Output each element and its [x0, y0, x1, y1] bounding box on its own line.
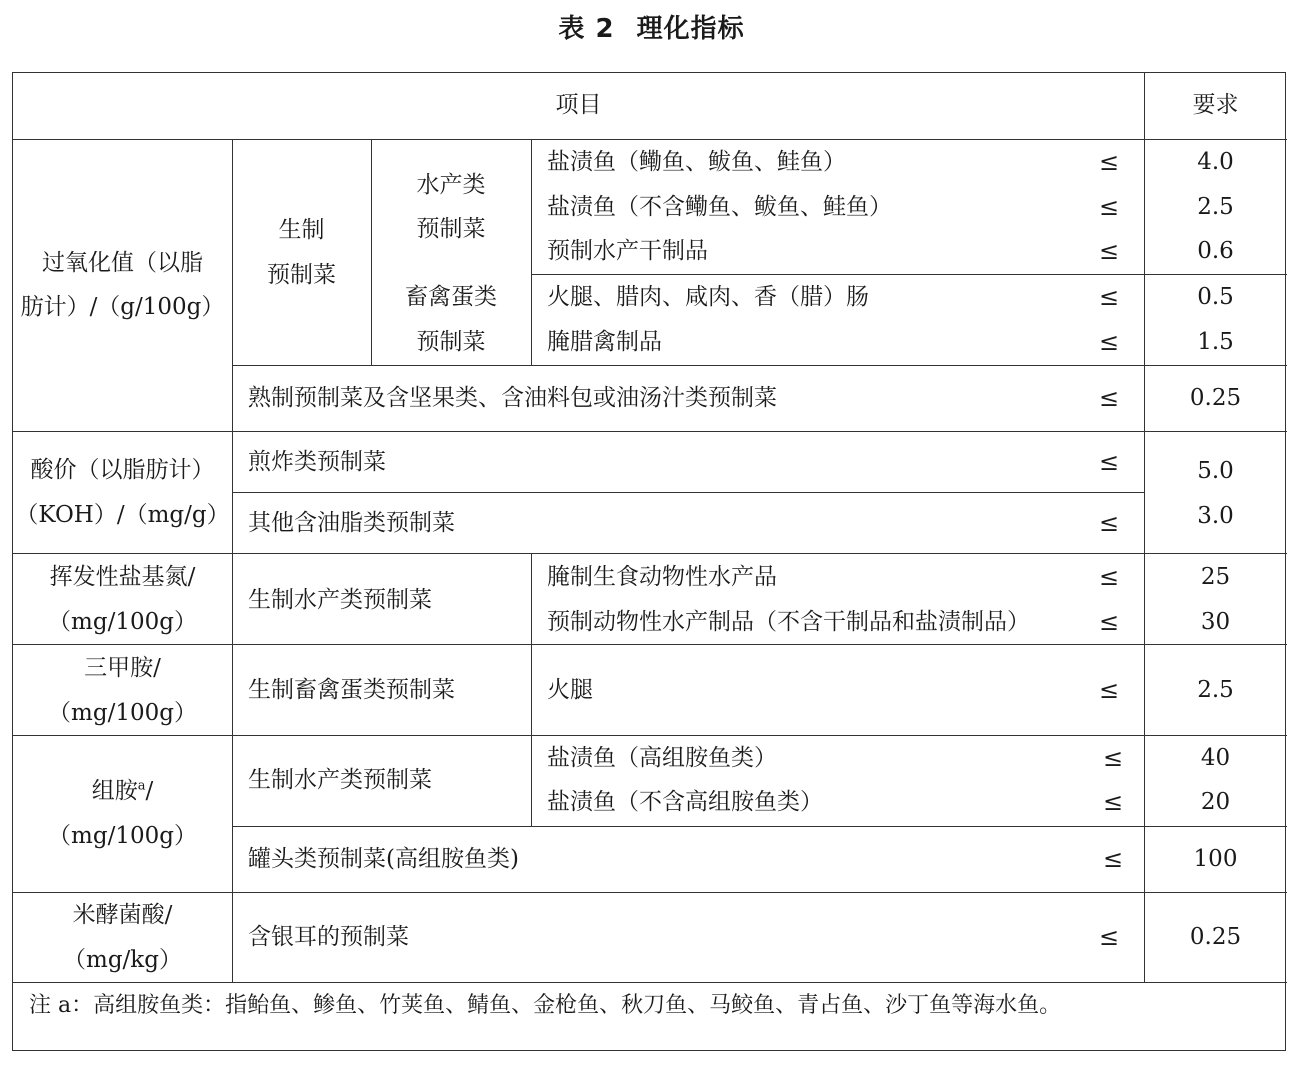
footnote-marker: a [137, 778, 146, 794]
tma-unit: （mg/100g） [48, 700, 197, 726]
header-requirement: 要求 [1192, 92, 1239, 118]
row-line [13, 553, 1287, 554]
le-symbol: ≤ [1103, 788, 1124, 816]
acid-name: 酸价（以脂肪计） [30, 457, 215, 483]
row-label: 煎炸类预制菜 [248, 449, 386, 475]
row-label: 盐渍鱼（高组胺鱼类） [547, 745, 777, 771]
row-label: 熟制预制菜及含坚果类、含油料包或油汤汁类预制菜 [248, 385, 777, 411]
aquatic-label-2: 预制菜 [416, 216, 486, 242]
le-symbol: ≤ [1103, 845, 1124, 873]
row-value: 0.6 [1197, 238, 1234, 264]
row-label: 预制水产干制品 [547, 238, 708, 264]
row-value: 4.0 [1197, 149, 1234, 175]
row-value: 20 [1200, 789, 1231, 815]
row-label: 盐渍鱼（不含鳓鱼、鲅鱼、鲑鱼） [547, 194, 892, 220]
row-label: 罐头类预制菜(高组胺鱼类) [248, 846, 519, 872]
row-label: 腌腊禽制品 [547, 329, 662, 355]
row-value: 30 [1200, 609, 1231, 635]
tvbn-name: 挥发性盐基氮/ [49, 564, 196, 590]
row-value: 100 [1193, 846, 1238, 872]
row-value: 0.25 [1189, 385, 1242, 411]
row-label: 预制动物性水产制品（不含干制品和盐渍制品） [547, 609, 1030, 635]
row-label: 火腿 [547, 677, 593, 703]
peroxide-name: 过氧化值（以脂 [42, 250, 203, 276]
physicochemical-table [12, 72, 1286, 1051]
histamine-category: 生制水产类预制菜 [248, 767, 432, 793]
bongkrekic-unit: （mg/kg） [63, 947, 182, 973]
histamine-label: 组胺 [91, 778, 138, 804]
le-symbol: ≤ [1099, 328, 1120, 356]
row-line [232, 365, 1287, 366]
le-symbol: ≤ [1099, 509, 1120, 537]
table-caption: 理化指标 [636, 14, 745, 44]
row-label: 盐渍鱼（不含高组胺鱼类） [547, 789, 823, 815]
col-line [531, 553, 532, 826]
row-label: 火腿、腊肉、咸肉、香（腊）肠 [547, 284, 869, 310]
bongkrekic-name: 米酵菌酸/ [72, 902, 173, 928]
histamine-name [13, 769, 232, 814]
histamine-slash: / [145, 778, 154, 804]
header-item: 项目 [555, 92, 602, 118]
le-symbol: ≤ [1099, 608, 1120, 636]
row-line [232, 826, 1287, 827]
row-value: 25 [1200, 564, 1231, 590]
row-value: 1.5 [1197, 329, 1234, 355]
livestock-label: 畜禽蛋类 [405, 284, 497, 310]
table-number: 表 2 [558, 14, 615, 44]
row-value: 0.25 [1189, 924, 1242, 950]
tvbn-unit: （mg/100g） [48, 609, 197, 635]
row-value: 2.5 [1197, 677, 1234, 703]
row-label: 盐渍鱼（鳓鱼、鲅鱼、鲑鱼） [547, 149, 846, 175]
le-symbol: ≤ [1099, 563, 1120, 591]
le-symbol: ≤ [1099, 923, 1120, 951]
row-label: 腌制生食动物性水产品 [547, 564, 777, 590]
row-line [13, 431, 1287, 432]
table-title [0, 8, 1303, 45]
row-value: 0.5 [1197, 284, 1234, 310]
le-symbol: ≤ [1103, 744, 1124, 772]
aquatic-label: 水产类 [416, 172, 486, 198]
raw-prepared-label-2: 预制菜 [267, 262, 336, 288]
row-value: 5.0 [1197, 458, 1234, 484]
tvbn-category: 生制水产类预制菜 [248, 587, 432, 613]
livestock-label-2: 预制菜 [416, 329, 486, 355]
row-value: 40 [1200, 745, 1231, 771]
row-label: 含银耳的预制菜 [248, 924, 409, 950]
le-symbol: ≤ [1099, 283, 1120, 311]
tma-category: 生制畜禽蛋类预制菜 [248, 677, 455, 703]
histamine-unit: （mg/100g） [48, 823, 197, 849]
row-value: 3.0 [1197, 503, 1234, 529]
le-symbol: ≤ [1099, 148, 1120, 176]
le-symbol: ≤ [1099, 237, 1120, 265]
le-symbol: ≤ [1099, 676, 1120, 704]
row-label: 其他含油脂类预制菜 [248, 510, 455, 536]
acid-unit: （KOH）/（mg/g） [15, 502, 230, 528]
row-value: 2.5 [1197, 194, 1234, 220]
row-line [232, 492, 1144, 493]
le-symbol: ≤ [1099, 193, 1120, 221]
peroxide-unit: 肪计）/（g/100g） [20, 294, 225, 320]
le-symbol: ≤ [1099, 384, 1120, 412]
tma-name: 三甲胺/ [84, 655, 161, 681]
col-line [531, 139, 532, 365]
raw-prepared-label: 生制 [278, 217, 325, 243]
table-footnote: 注 a：高组胺鱼类：指鲐鱼、鲹鱼、竹荚鱼、鲭鱼、金枪鱼、秋刀鱼、马鲛鱼、青占鱼、沙丁鱼等海水鱼。 [29, 993, 1062, 1018]
le-symbol: ≤ [1099, 448, 1120, 476]
